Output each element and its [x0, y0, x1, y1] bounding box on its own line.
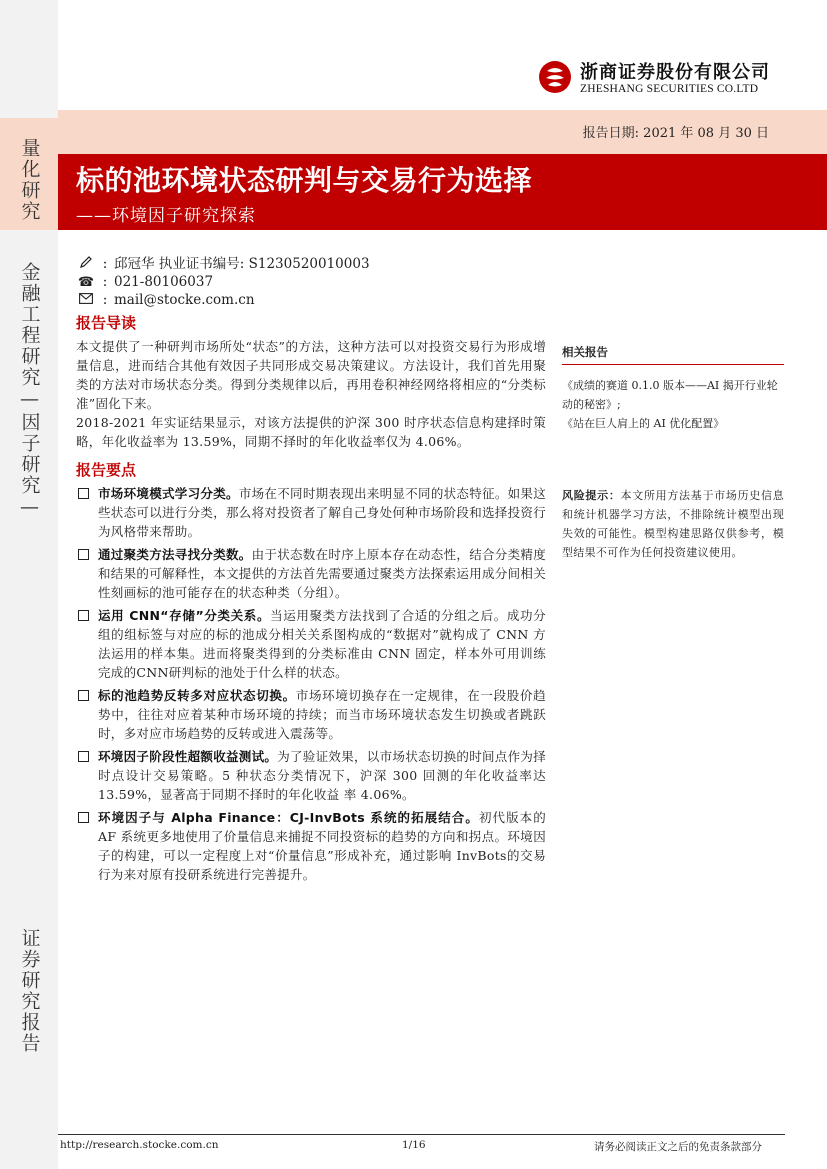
- company-name-en: ZHESHANG SECURITIES CO.LTD: [580, 83, 759, 95]
- page-number: 1/16: [402, 1139, 426, 1151]
- list-item: [76, 484, 546, 541]
- sidebar-category: [0, 118, 58, 230]
- related-report-item[interactable]: 《站在巨人肩上的 AI 优化配置》: [562, 417, 725, 430]
- point-heading: 标的池趋势反转多对应状态切换。: [98, 688, 296, 703]
- contact-email: [76, 291, 370, 309]
- point-body: 初代版本的 AF 系统更多地使用了价量信息来捕捉不同投资标的趋势的方向和拐点。环境因子的构建，可以一定程度上对“价量信息”形成补充，通过影响 InvBots的交易行为来对原有投研系统进行完善提升。: [98, 810, 546, 882]
- report-date: 报告日期: 2021 年 08 月 30 日: [582, 126, 769, 141]
- point-body: 由于状态数在时序上原本存在动态性，结合分类精度和结果的可解释性，本文提供的方法首先需要通过聚类方法探索运用成分间相关性刻画标的池可能存在的状态种类（分组）。: [98, 547, 547, 600]
- footer-divider: [58, 1134, 785, 1135]
- related-divider: [562, 364, 784, 365]
- checkbox-bullet-icon: [78, 488, 89, 499]
- key-points-heading: 报告要点: [76, 461, 137, 479]
- point-heading: 运用 CNN“存储”分类关系。: [98, 608, 271, 623]
- checkbox-bullet-icon: [78, 690, 89, 701]
- risk-warning: [562, 486, 784, 562]
- checkbox-bullet-icon: [78, 812, 89, 823]
- sidebar-report-type: [0, 928, 58, 1054]
- point-heading: 通过聚类方法寻找分类数。: [98, 547, 252, 562]
- point-body: 当运用聚类方法找到了合适的分组之后。成功分组的组标签与对应的标的池成分相关关系图构成的“数据对”就构成了 CNN 方法运用的样本集。进而将聚类得到的分类标准由 CNN 固定，样本外可用训练完成的CNN研判标的池处于什么样的状态。: [98, 608, 546, 680]
- contact-colon: :: [102, 291, 108, 308]
- report-title: 标的池环境状态研判与交易行为选择: [76, 164, 533, 197]
- phone-icon: ☎: [77, 274, 95, 290]
- company-logo: [538, 56, 770, 100]
- intro-paragraph-2: 2018-2021 年实证结果显示，对该方法提供的沪深 300 时序状态信息构建择时策略，年化收益率为 13.59%，同期不择时的年化收益率仅为 4.06%。: [76, 415, 546, 449]
- contact-phone: [76, 273, 370, 291]
- analyst-name-cert: 邱冠华 执业证书编号: S1230520010003: [114, 255, 370, 272]
- sidebar-section-text: 金融工程研究—因子研究—: [18, 262, 41, 520]
- point-heading: 环境因子阶段性超额收益测试。: [98, 749, 278, 764]
- list-item: [76, 545, 546, 602]
- company-name-cn: 浙商证券股份有限公司: [580, 62, 770, 83]
- contact-colon: :: [102, 255, 108, 272]
- title-banner: [58, 154, 827, 230]
- list-item: [76, 747, 546, 804]
- list-item: [76, 686, 546, 743]
- phone-number: 021-80106037: [114, 273, 214, 290]
- point-heading: 市场环境模式学习分类。: [98, 486, 239, 501]
- related-list: [562, 376, 784, 433]
- list-item: [76, 808, 546, 884]
- key-points-list: [76, 484, 546, 884]
- list-item: [76, 606, 546, 682]
- checkbox-bullet-icon: [78, 549, 89, 560]
- related-heading: 相关报告: [562, 345, 608, 359]
- point-body: 市场环境切换存在一定规律，在一段股价趋势中，往往对应着某种市场环境的持续；而当市场环境状态发生切换或者跳跃时，多对应市场趋势的反转或进入震荡等。: [98, 688, 546, 741]
- point-body: 为了验证效果，以市场状态切换的时间点作为择时点设计交易策略。5 种状态分类情况下，沪深 300 回测的年化收益率达 13.59%，显著高于同期不择时的年化收益 率 4.06%。: [98, 749, 547, 802]
- email-address[interactable]: mail@stocke.com.cn: [114, 291, 255, 308]
- main-content: [76, 312, 546, 888]
- analyst-contacts: [76, 255, 370, 309]
- sidebar-section: [0, 262, 58, 520]
- pen-icon: [76, 255, 96, 273]
- intro-heading: 报告导读: [76, 314, 137, 332]
- risk-label: 风险提示：: [562, 489, 621, 502]
- footer-url[interactable]: http://research.stocke.com.cn: [60, 1139, 219, 1151]
- intro-paragraph-1: 本文提供了一种研判市场所处“状态”的方法，这种方法可以对投资交易行为形成增量信息，进而结合其他有效因子共同形成交易决策建议。方法设计，我们首先用聚类的方法对市场状态分类。得到分类规律以后，再用卷积神经网络将相应的“分类标准”固化下来。: [76, 339, 546, 411]
- checkbox-bullet-icon: [78, 610, 89, 621]
- mail-icon: [76, 292, 96, 309]
- contact-analyst: [76, 255, 370, 273]
- left-sidebar: [0, 0, 58, 1169]
- logo-mark-icon: [538, 60, 572, 94]
- footer-disclaimer: 请务必阅读正文之后的免责条款部分: [594, 1141, 762, 1153]
- point-body: 市场在不同时期表现出来明显不同的状态特征。如果这些状态可以进行分类，那么将对投资者了解自己身处何种市场阶段和选择投资行为风格带来帮助。: [98, 486, 547, 539]
- contact-colon: :: [102, 273, 108, 290]
- date-strip: [58, 110, 827, 154]
- sidebar-report-type-text: 证券研究报告: [18, 928, 41, 1054]
- checkbox-bullet-icon: [78, 751, 89, 762]
- point-heading: 环境因子与 Alpha Finance：CJ-InvBots 系统的拓展结合。: [98, 810, 479, 825]
- related-reports: [562, 344, 784, 360]
- sidebar-category-text: 量化研究: [18, 138, 41, 222]
- related-report-item[interactable]: 《成绩的赛道 0.1.0 版本——AI 揭开行业轮动的秘密》;: [562, 379, 778, 411]
- report-subtitle: ——环境因子研究探索: [76, 206, 256, 226]
- risk-text: 本文所用方法基于市场历史信息和统计机器学习方法，不排除统计模型出现失效的可能性。模型构建思路仅供参考，模型结果不可作为任何投资建议使用。: [562, 489, 784, 559]
